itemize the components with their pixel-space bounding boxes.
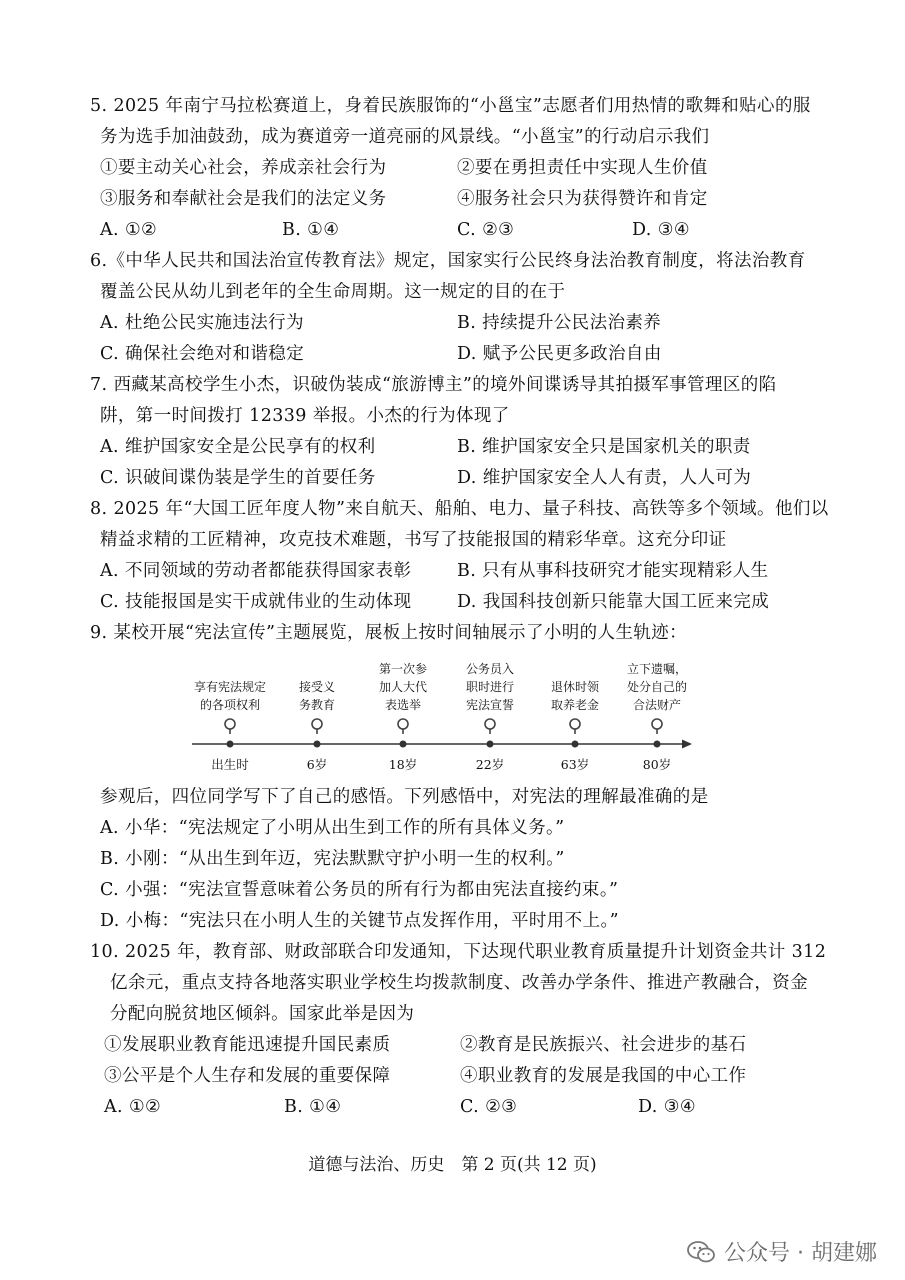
q7-choice-a: A. 维护国家安全是公民享有的权利 (100, 437, 376, 457)
timeline-node (400, 741, 407, 748)
q7-stem-line1: 7. 西藏某高校学生小杰，识破伪装成“旅游博主”的境外间谍诱导其拍摄军事管理区的陷 (90, 375, 777, 395)
timeline-age-label: 6岁 (306, 757, 328, 772)
q9-stem-line2: 参观后，四位同学写下了自己的感悟。下列感悟中，对宪法的理解最准确的是 (100, 787, 709, 807)
q8-stem-line1: 8. 2025 年“大国工匠年度人物”来自航天、船舶、电力、量子科技、高铁等多个领域。他们以 (90, 499, 829, 519)
life-timeline (180, 648, 700, 778)
timeline-event-label: 接受义 务教育 (298, 680, 335, 712)
q7-choice-b: B. 维护国家安全只是国家机关的职责 (457, 437, 751, 457)
timeline-node (487, 741, 494, 748)
q10-statement-2: ②教育是民族振兴、社会进步的基石 (460, 1035, 747, 1055)
timeline-pin-icon (570, 719, 580, 734)
q8-stem-line2: 精益求精的工匠精神，攻克技术难题，书写了技能报国的精彩华章。这充分印证 (100, 530, 727, 550)
q8-choice-b: B. 只有从事科技研究才能实现精彩人生 (457, 561, 769, 581)
q10-choice-c: C. ②③ (460, 1097, 518, 1117)
q7-stem-line2: 阱，第一时间拨打 12339 举报。小杰的行为体现了 (100, 406, 510, 426)
q6-stem-line2: 覆盖公民从幼儿到老年的全生命周期。这一规定的目的在于 (100, 282, 566, 302)
q5-statement-4: ④服务社会只为获得赞许和肯定 (457, 189, 708, 209)
q5-choice-a: A. ①② (100, 220, 158, 240)
q9-stem-line1: 9. 某校开展“宪法宣传”主题展览，展板上按时间轴展示了小明的人生轨迹： (90, 623, 688, 643)
timeline-event-label: 立下遗嘱， 处分自己的 合法财产 (626, 662, 687, 712)
q7-choice-c: C. 识破间谍伪装是学生的首要任务 (100, 468, 376, 488)
timeline-node (314, 741, 321, 748)
q6-choice-c: C. 确保社会绝对和谐稳定 (100, 344, 305, 364)
timeline-age-label: 63岁 (560, 757, 590, 772)
q5-stem-line2: 务为选手加油鼓劲，成为赛道旁一道亮丽的风景线。“小邕宝”的行动启示我们 (100, 127, 710, 147)
q6-choice-b: B. 持续提升公民法治素养 (457, 313, 662, 333)
timeline-event-label: 第一次参 加人大代 表选举 (378, 662, 427, 712)
q10-statement-4: ④职业教育的发展是我国的中心工作 (460, 1066, 747, 1086)
q10-choice-a: A. ①② (104, 1097, 162, 1117)
timeline-pin-icon (398, 719, 408, 734)
timeline-arrow-icon (682, 740, 692, 749)
q5-statement-2: ②要在勇担责任中实现人生价值 (457, 158, 708, 178)
q8-choice-c: C. 技能报国是实干成就伟业的生动体现 (100, 592, 412, 612)
q6-choice-d: D. 赋予公民更多政治自由 (457, 344, 662, 364)
timeline-pin-icon (312, 719, 322, 734)
q8-choice-a: A. 不同领域的劳动者都能获得国家表彰 (100, 561, 412, 581)
q7-choice-d: D. 维护国家安全人人有责，人人可为 (457, 468, 752, 488)
q6-choice-a: A. 杜绝公民实施违法行为 (100, 313, 304, 333)
q10-choice-b: B. ①④ (284, 1097, 342, 1117)
q5-choice-b: B. ①④ (282, 220, 340, 240)
watermark (686, 1236, 877, 1267)
q10-choice-d: D. ③④ (638, 1097, 696, 1117)
q10-stem-line1: 10. 2025 年，教育部、财政部联合印发通知，下达现代职业教育质量提升计划资金共计 312 (90, 942, 827, 962)
q5-stem-line1: 5. 2025 年南宁马拉松赛道上，身着民族服饰的“小邕宝”志愿者们用热情的歌舞和贴心的服 (90, 96, 811, 116)
page-footer: 道德与法治、历史 第 2 页(共 12 页) (308, 1155, 597, 1175)
timeline-node (654, 741, 661, 748)
q5-choice-c: C. ②③ (457, 220, 515, 240)
q8-choice-d: D. 我国科技创新只能靠大国工匠来完成 (457, 592, 770, 612)
timeline-pin-icon (652, 719, 662, 734)
q9-choice-d: D. 小梅：“宪法只在小明人生的关键节点发挥作用，平时用不上。” (100, 911, 619, 931)
q10-statement-3: ③公平是个人生存和发展的重要保障 (104, 1066, 391, 1086)
timeline-node (572, 741, 579, 748)
q10-statement-1: ①发展职业教育能迅速提升国民素质 (104, 1035, 391, 1055)
timeline-pin-icon (225, 719, 235, 734)
q10-stem-line2: 亿余元，重点支持各地落实职业学校生均拨款制度、改善办学条件、推进产教融合，资金 (110, 973, 809, 993)
timeline-node (227, 741, 234, 748)
q5-statement-3: ③服务和奉献社会是我们的法定义务 (100, 189, 387, 209)
q10-stem-line3: 分配向脱贫地区倾斜。国家此举是因为 (110, 1004, 415, 1024)
timeline-event-label: 退休时领 取养老金 (550, 680, 599, 712)
q5-choice-d: D. ③④ (632, 220, 690, 240)
q9-choice-b: B. 小刚：“从出生到年迈，宪法默默守护小明一生的权利。” (100, 849, 565, 869)
watermark-text: 公众号 · 胡建娜 (724, 1241, 877, 1266)
timeline-event-label: 享有宪法规定 的各项权利 (193, 680, 266, 712)
timeline-event-label: 公务员入 职时进行 宪法宣誓 (465, 662, 514, 712)
timeline-age-label: 出生时 (211, 757, 249, 772)
timeline-age-label: 18岁 (388, 757, 418, 772)
q9-choice-c: C. 小强：“宪法宣誓意味着公务员的所有行为都由宪法直接约束。” (100, 880, 619, 900)
q5-statement-1: ①要主动关心社会，养成亲社会行为 (100, 158, 387, 178)
q9-choice-a: A. 小华：“宪法规定了小明从出生到工作的所有具体义务。” (100, 818, 565, 838)
timeline-age-label: 22岁 (475, 757, 505, 772)
timeline-age-label: 80岁 (642, 757, 672, 772)
q6-stem-line1: 6.《中华人民共和国法治宣传教育法》规定，国家实行公民终身法治教育制度，将法治教育 (90, 251, 806, 271)
timeline-pin-icon (485, 719, 495, 734)
wechat-icon (686, 1240, 716, 1264)
